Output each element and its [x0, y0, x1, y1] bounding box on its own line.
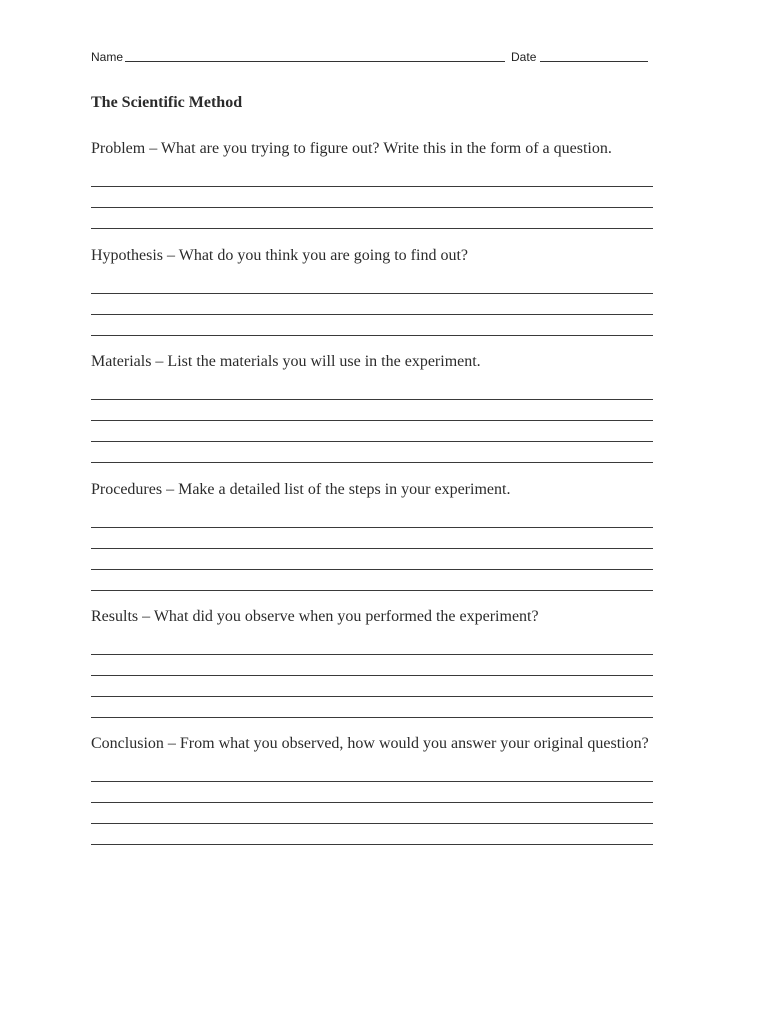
answer-line[interactable] [91, 549, 653, 570]
answer-lines [91, 761, 653, 845]
answer-line[interactable] [91, 676, 653, 697]
answer-line[interactable] [91, 803, 653, 824]
page-title: The Scientific Method [91, 94, 243, 111]
answer-line[interactable] [91, 315, 653, 336]
answer-line[interactable] [91, 294, 653, 315]
answer-line[interactable] [91, 782, 653, 803]
answer-line[interactable] [91, 824, 653, 845]
answer-line[interactable] [91, 442, 653, 463]
name-label: Name [91, 50, 124, 64]
section-procedures [91, 479, 653, 591]
section-prompt: Problem – What are you trying to figure out? Write this in the form of a question. [91, 140, 612, 157]
answer-line[interactable] [91, 655, 653, 676]
section-prompt: Materials – List the materials you will use in the experiment. [91, 353, 481, 370]
date-field[interactable] [540, 49, 648, 62]
answer-line[interactable] [91, 273, 653, 294]
section-problem [91, 138, 653, 229]
answer-line[interactable] [91, 379, 653, 400]
section-prompt: Results – What did you observe when you performed the experiment? [91, 608, 539, 625]
section-prompt: Procedures – Make a detailed list of the steps in your experiment. [91, 481, 511, 498]
answer-lines [91, 634, 653, 718]
answer-lines [91, 507, 653, 591]
answer-line[interactable] [91, 187, 653, 208]
section-conclusion [91, 733, 653, 845]
date-label: Date [511, 50, 537, 64]
answer-line[interactable] [91, 421, 653, 442]
name-field[interactable] [125, 49, 505, 62]
section-prompt: Hypothesis – What do you think you are going to find out? [91, 247, 468, 264]
answer-line[interactable] [91, 761, 653, 782]
answer-lines [91, 273, 653, 336]
answer-line[interactable] [91, 507, 653, 528]
section-hypothesis [91, 245, 653, 336]
section-results [91, 606, 653, 718]
answer-line[interactable] [91, 208, 653, 229]
answer-lines [91, 166, 653, 229]
answer-line[interactable] [91, 400, 653, 421]
answer-lines [91, 379, 653, 463]
answer-line[interactable] [91, 166, 653, 187]
answer-line[interactable] [91, 634, 653, 655]
header-row [91, 46, 653, 64]
section-prompt: Conclusion – From what you observed, how would you answer your original question? [91, 735, 649, 752]
answer-line[interactable] [91, 570, 653, 591]
section-materials [91, 351, 653, 463]
answer-line[interactable] [91, 528, 653, 549]
answer-line[interactable] [91, 697, 653, 718]
